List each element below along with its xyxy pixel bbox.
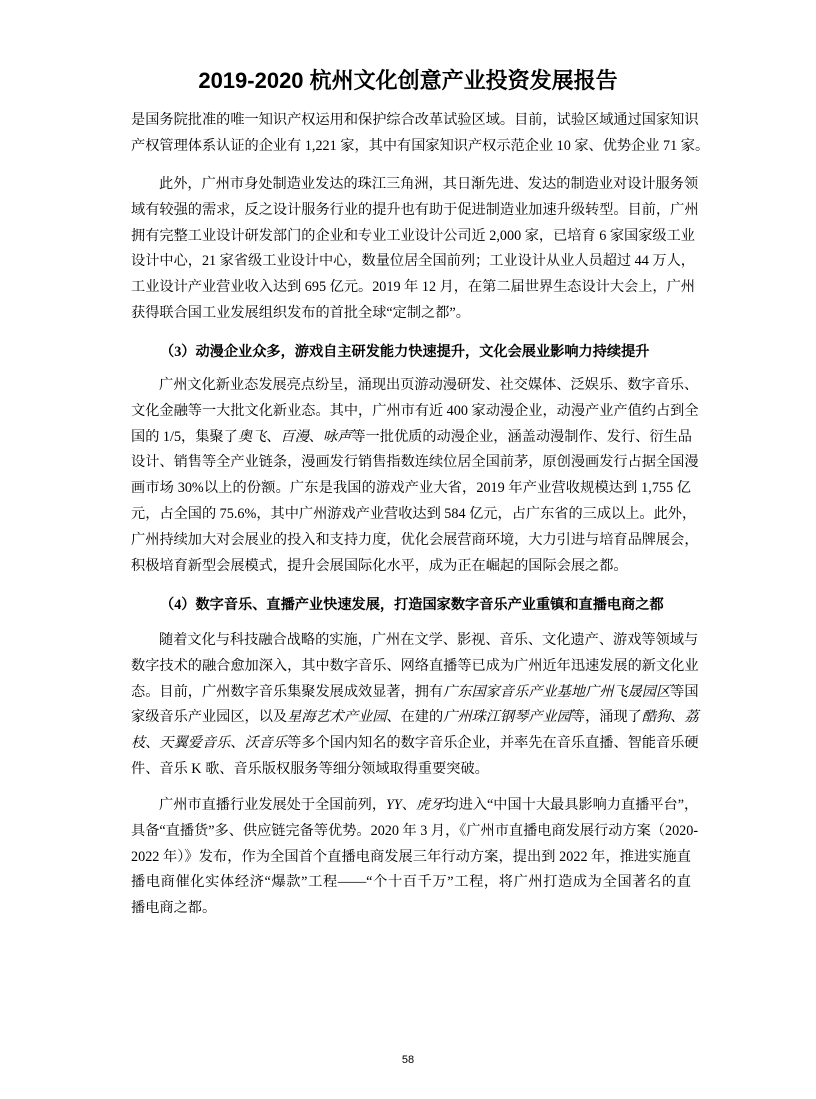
text-run: 等国 bbox=[670, 683, 699, 700]
text-run: 画市场 30%以上的份额。广东是我国的游戏产业大省，2019 年产业营收规模达到 1,755 亿 bbox=[131, 480, 691, 497]
text-run: 元，占全国的 75.6%，其中广州游戏产业营收达到 584 亿元，占广东省的三成以上。此外， bbox=[131, 505, 697, 522]
text-run: 具备“直播货”多、供应链完备等优势。2020 年 3 月，《广州市直播电商发展行动方案（2020- bbox=[131, 822, 699, 839]
text-run: 广州文化新业态发展亮点纷呈，涌现出页游动漫研发、社交媒体、泛娱乐、数字音乐、 bbox=[159, 377, 699, 393]
text-line bbox=[131, 757, 691, 783]
text-line bbox=[131, 554, 691, 580]
page-title: 2019-2020 杭州文化创意产业投资发展报告 bbox=[198, 68, 618, 93]
text-run: 、 bbox=[670, 709, 685, 726]
text-run: 2022 年）》发布，作为全国首个直播电商发展三年行动方案，提出到 2022 年，推进实施直 bbox=[131, 848, 691, 865]
italic-name: 虎牙 bbox=[416, 797, 445, 813]
italic-name: 广州珠江钢琴产业园 bbox=[443, 709, 571, 726]
text-line bbox=[131, 399, 699, 425]
page-number: 58 bbox=[401, 1054, 415, 1066]
text-run: 等，涌现了 bbox=[570, 709, 642, 726]
text-line bbox=[131, 224, 695, 250]
text-run: 积极培育新型会展模式，提升会展国际化水平，成为正在崛起的国际会展之都。 bbox=[131, 557, 628, 574]
text-run: 工业设计产业营业收入达到 695 亿元。2019 年 12 月，在第二届世界生态设计大会上，广州 bbox=[131, 279, 695, 296]
italic-name: 广东国家音乐产业基地广州飞晟园区 bbox=[443, 683, 671, 700]
italic-name: YY bbox=[386, 797, 402, 813]
text-line bbox=[131, 275, 695, 301]
text-line bbox=[131, 249, 695, 275]
text-run: 等一批优质的动漫企业，涵盖动漫制作、发行、衍生品 bbox=[351, 428, 692, 445]
text-run: 态。目前，广州数字音乐集聚发展成效显著，拥有 bbox=[131, 683, 444, 700]
text-run: 产权管理体系认证的企业有 1,221 家，其中有国家知识产权示范企业 10 家、优势企业 71 家。 bbox=[131, 137, 710, 154]
paragraph bbox=[131, 172, 699, 327]
text-run: 件、音乐 K 歌、音乐版权服务等细分领域取得重要突破。 bbox=[131, 760, 489, 777]
paragraph bbox=[131, 793, 699, 922]
text-run: 域有较强的需求，反之设计服务行业的提升也有助于促进制造业加速升级转型。目前，广州 bbox=[131, 201, 699, 218]
italic-name: 荔 bbox=[684, 709, 699, 726]
italic-name: 沃音乐 bbox=[244, 735, 288, 752]
paragraph bbox=[131, 108, 710, 160]
section-heading-4: （4）数字音乐、直播产业快速发展，打造国家数字音乐产业重镇和直播电商之都 bbox=[160, 597, 664, 613]
text-run: 播电商催化实体经济“爆款”工程——“个十百千万”工程，将广州打造成为全国著名的直 bbox=[131, 874, 691, 891]
text-line bbox=[131, 819, 699, 845]
text-line bbox=[131, 301, 691, 327]
text-line bbox=[131, 373, 699, 399]
text-line bbox=[131, 450, 699, 476]
text-run: 、 bbox=[266, 428, 281, 445]
text-run: 国的 1/5，集聚了 bbox=[131, 428, 238, 445]
text-run: 数字技术的融合愈加深入，其中数字音乐、网络直播等已成为广州近年迅速发展的新文化业 bbox=[131, 657, 699, 674]
text-line bbox=[131, 108, 699, 134]
italic-name: 星海艺术产业园 bbox=[287, 709, 387, 726]
text-line bbox=[131, 502, 697, 528]
text-run: 等多个国内知名的数字音乐企业，并率先在音乐直播、智能音乐硬 bbox=[287, 735, 699, 752]
text-run: 、在建的 bbox=[386, 709, 444, 726]
text-line bbox=[131, 731, 699, 757]
text-run: 、 bbox=[230, 735, 245, 752]
italic-name: 枝 bbox=[131, 735, 146, 752]
text-line bbox=[131, 705, 699, 731]
text-run: 设计、销售等全产业链条，漫画发行销售指数连续位居全国前茅，原创漫画发行占据全国漫 bbox=[131, 454, 699, 471]
text-run: 广州持续加大对会展业的投入和支持力度，优化会展营商环境，大力引进与培育品牌展会， bbox=[131, 531, 699, 548]
text-run: 设计中心，21 家省级工业设计中心，数量位居全国前列；工业设计从业人员超过 44 万人， bbox=[131, 253, 695, 270]
text-run: 文化金融等一大批文化新业态。其中，广州市有近 400 家动漫企业，动漫产业产值约占到全 bbox=[131, 402, 699, 419]
paragraph bbox=[131, 628, 699, 783]
text-run: 、 bbox=[401, 797, 416, 813]
text-line bbox=[131, 896, 691, 922]
text-line bbox=[131, 476, 691, 502]
text-line bbox=[131, 680, 699, 706]
text-run: 拥有完整工业设计研发部门的企业和专业工业设计公司近 2,000 家，已培育 6 家国家级工业 bbox=[131, 227, 695, 244]
text-line bbox=[131, 134, 710, 160]
text-run: 获得联合国工业发展组织发布的首批全球“定制之都”。 bbox=[131, 304, 470, 321]
text-line bbox=[131, 425, 691, 451]
italic-name: 奥飞 bbox=[237, 428, 267, 445]
text-run: 是国务院批准的唯一知识产权运用和保护综合改革试验区域。目前，试验区域通过国家知识 bbox=[131, 112, 699, 128]
text-line bbox=[131, 845, 691, 871]
text-line bbox=[131, 793, 699, 819]
italic-name: 天翼爱音乐 bbox=[159, 735, 231, 752]
text-line bbox=[131, 628, 699, 654]
text-line bbox=[131, 172, 699, 198]
text-line bbox=[131, 654, 699, 680]
paragraph bbox=[131, 373, 699, 579]
text-run: 广州市直播行业发展处于全国前列， bbox=[159, 797, 387, 813]
text-run: 家级音乐产业园区，以及 bbox=[131, 709, 288, 726]
text-line bbox=[131, 870, 691, 896]
text-run: 均进入“中国十大最具影响力直播平台”， bbox=[444, 797, 699, 813]
text-line bbox=[131, 528, 699, 554]
italic-name: 百漫 bbox=[280, 428, 309, 445]
italic-name: 咏声 bbox=[323, 428, 352, 445]
text-run: 随着文化与科技融合战略的实施，广州在文学、影视、音乐、文化遗产、游戏等领域与 bbox=[159, 632, 699, 648]
section-heading-3: （3）动漫企业众多，游戏自主研发能力快速提升，文化会展业影响力持续提升 bbox=[160, 344, 650, 360]
text-run: 播电商之都。 bbox=[131, 900, 217, 917]
italic-name: 酷狗 bbox=[641, 709, 671, 726]
text-run: 、 bbox=[308, 428, 323, 445]
text-line bbox=[131, 198, 699, 224]
text-run: 、 bbox=[145, 735, 160, 752]
text-run: 此外，广州市身处制造业发达的珠江三角洲，其日渐先进、发达的制造业对设计服务领 bbox=[159, 176, 699, 192]
